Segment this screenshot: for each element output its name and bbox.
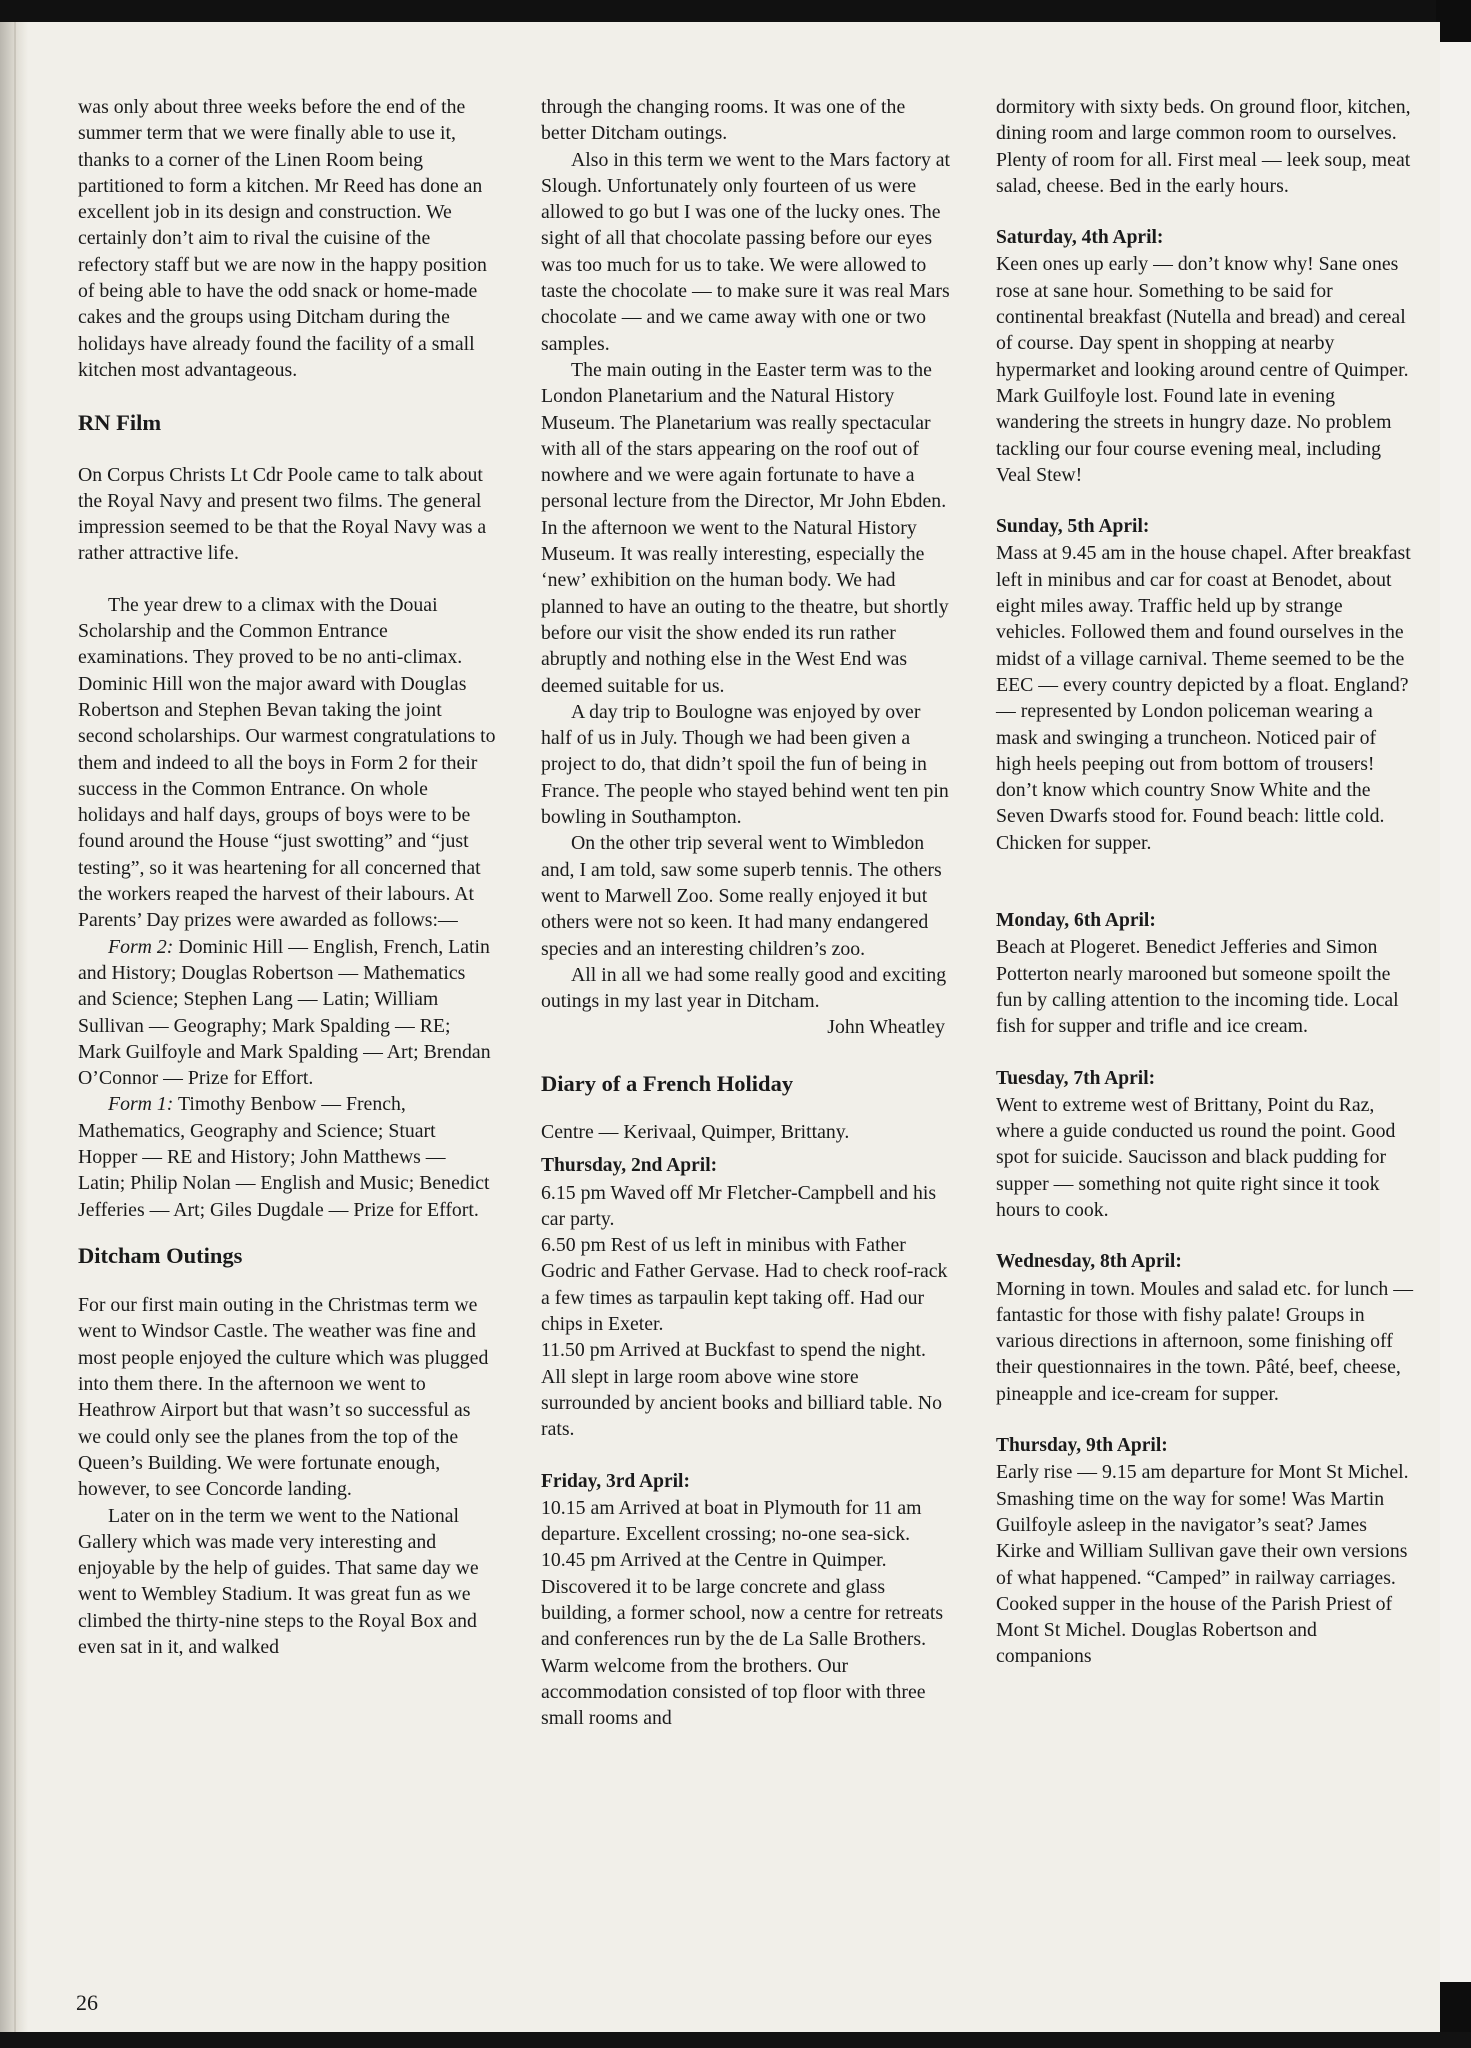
- paragraph: Later on in the term we went to the National Gallery which was made very interesting and enjoyable by the help of guides. That same day we went to Wembley Stadium. It was great fun as we climbed the thirty-nine steps to the Royal Box and even sat in it, and walked: [78, 1504, 479, 1659]
- diary-entry: Mass at 9.45 am in the house chapel. After breakfast left in minibus and car for coast at Benodet, about eight miles away. Traffic held up by strange vehicles. Followed them and found ourselves in the midst of a village carnival. Theme seemed to be the EEC — every country depicted by a float. England? — represented by London policeman wearing a mask and swinging a truncheon. Noticed pair of high heels peeping out from bottom of trousers! don’t know which country Snow White and the Seven Dwarfs stood for. Found beach: little cold. Chicken for supper.: [996, 542, 1411, 854]
- diary-entry: dormitory with sixty beds. On ground floor, kitchen, dining room and large common room to ourselves. Plenty of room for all. First meal — leek soup, meat salad, cheese. Bed in the early hours.: [996, 96, 1411, 197]
- diary-date-heading: Monday, 6th April:: [996, 910, 1156, 932]
- author-signature: John Wheatley: [827, 1016, 945, 1039]
- paragraph: A day trip to Boulogne was enjoyed by over half of us in July. Though we had been given a project to do, that didn’t spoil the fun of being in France. The people who stayed behind went ten pin bowling in Southampton.: [541, 700, 949, 829]
- paragraph: The main outing in the Easter term was to the London Planetarium and the Natural History Museum. The Planetarium was really spectacular with all of the stars appearing on the roof out of nowhere and we were again fortunate to have a personal lecture from the Director, Mr John Ebden. In the afternoon we went to the Natural History Museum. It was really interesting, especially the ‘new’ exhibition on the human body. We had planned to have an outing to the theatre, but shortly before our visit the show ended its run rather abruptly and nothing else in the West End was deemed suitable for us.: [541, 358, 949, 697]
- diary-entry: 10.45 pm Arrived at the Centre in Quimper. Discovered it to be large concrete and glass building, a former school, now a centre for retreats and conferences run by the de La Salle Brothers. Warm welcome from the brothers. Our accommodation consisted of top floor with three small rooms and: [541, 1549, 944, 1730]
- diary-entry: 11.50 pm Arrived at Buckfast to spend the night. All slept in large room above wine store surrounded by ancient books and billiard table. No rats.: [541, 1339, 943, 1441]
- diary-date-heading: Saturday, 4th April:: [996, 227, 1164, 249]
- column-1: [78, 94, 496, 1660]
- diary-entry: Went to extreme west of Brittany, Point du Raz, where a guide conducted us round the point. Good spot for suicide. Saucisson and black pudding for supper — something not quite right since it took hours to cook.: [996, 1093, 1396, 1221]
- diary-entry: 6.15 pm Waved off Mr Fletcher-Campbell and his car party.: [541, 1181, 937, 1230]
- form-label: Form 2:: [108, 935, 174, 958]
- column-3: [996, 94, 1414, 1670]
- diary-entry: Morning in town. Moules and salad etc. for lunch — fantastic for those with fishy palate! Groups in various directions in afternoon, some finishing off their questionnaires in the town. Pâté, beef, cheese, pineapple and ice-cream for supper.: [996, 1277, 1413, 1405]
- diary-entry: Early rise — 9.15 am departure for Mont St Michel. Smashing time on the way for some! Was Martin Guilfoyle asleep in the navigator’s seat? James Kirke and William Sullivan gave their own versions of what happened. “Camped” in railway carriages. Cooked supper in the house of the Parish Priest of Mont St Michel. Douglas Robertson and companions: [996, 1461, 1409, 1668]
- paragraph: On Corpus Christs Lt Cdr Poole came to talk about the Royal Navy and present two films. The general impression seemed to be that the Royal Navy was a rather attractive life.: [78, 463, 487, 565]
- section-heading-ditcham-outings: Ditcham Outings: [78, 1242, 243, 1268]
- paragraph: through the changing rooms. It was one of the better Ditcham outings.: [541, 96, 906, 145]
- paragraph: The year drew to a climax with the Douai Scholarship and the Common Entrance examinations. They proved to be no anti-climax. Dominic Hill won the major award with Douglas Robertson and Stephen Bevan taking the joint second scholarships. Our warmest congratulations to them and indeed to all the boys in Form 2 for their success in the Common Entrance. On whole holidays and half days, groups of boys were to be found around the House “just swotting” and “just testing”, so it was heartening for all concerned that the workers reaped the harvest of their labours. At Parents’ Day prizes were awarded as follows:—: [78, 593, 496, 932]
- diary-date-heading: Tuesday, 7th April:: [996, 1067, 1156, 1089]
- diary-entry: Keen ones up early — don’t know why! Sane ones rose at sane hour. Something to be said for continental breakfast (Nutella and bread) and cereal of course. Day spent in shopping at nearby hypermarket and looking around centre of Quimper. Mark Guilfoyle lost. Found late in evening wandering the streets in hungry daze. No problem tackling our four course evening meal, including Veal Stew!: [996, 253, 1409, 486]
- column-2: [541, 94, 951, 1732]
- diary-entry: 6.50 pm Rest of us left in minibus with Father Godric and Father Gervase. Had to check roof-rack a few times as tarpaulin kept taking off. Had our chips in Exeter.: [541, 1234, 948, 1336]
- paragraph: Also in this term we went to the Mars factory at Slough. Unfortunately only fourteen of us were allowed to go but I was one of the lucky ones. The sight of all that chocolate passing before our eyes was too much for us to take. We were allowed to taste the chocolate — to make sure it was real Mars chocolate — and we came away with one or two samples.: [541, 148, 951, 355]
- diary-date-heading: Thursday, 2nd April:: [541, 1155, 718, 1177]
- diary-entry: Beach at Plogeret. Benedict Jefferies and Simon Potterton nearly marooned but someone spoilt the fun by calling attention to the incoming tide. Local fish for supper and trifle and ice cream.: [996, 936, 1399, 1038]
- prize-text: Dominic Hill — English, French, Latin and History; Douglas Robertson — Mathematics and Science; Stephen Lang — Latin; William Sullivan — Geography; Mark Spalding — RE; Mark Guilfoyle and Mark Spalding — Art; Brendan O’Connor — Prize for Effort.: [78, 935, 491, 1090]
- diary-date-heading: Friday, 3rd April:: [541, 1470, 690, 1492]
- facing-page-edge: [1440, 42, 1471, 1982]
- section-heading-diary: Diary of a French Holiday: [541, 1070, 794, 1096]
- scan-border-bottom: [0, 2032, 1471, 2048]
- paragraph: was only about three weeks before the end of the summer term that we were finally able to use it, thanks to a corner of the Linen Room being partitioned to form a kitchen. Mr Reed has done an excellent job in its design and construction. We certainly don’t aim to rival the cuisine of the refectory staff but we are now in the happy position of being able to have the odd snack or home-made cakes and the groups using Ditcham during the holidays have already found the facility of a small kitchen most advantageous.: [78, 96, 487, 381]
- page-number: 26: [76, 1990, 98, 2015]
- prize-list-form-1: [78, 1091, 496, 1222]
- diary-location: Centre — Kerivaal, Quimper, Brittany.: [541, 1120, 850, 1143]
- paragraph: On the other trip several went to Wimbledon and, I am told, saw some superb tennis. The others went to Marwell Zoo. Some really enjoyed it but others were not so keen. It had many endangered species and an interesting children’s zoo.: [541, 832, 942, 960]
- section-heading-rn-film: RN Film: [78, 410, 162, 436]
- spine-edge: [14, 22, 16, 2032]
- paragraph: For our first main outing in the Christmas term we went to Windsor Castle. The weather was fine and most people enjoyed the culture which was plugged into them there. In the afternoon we went to Heathrow Airport but that wasn’t so successful as we could only see the planes from the top of the Queen’s Building. We were fortunate enough, however, to see Concorde landing.: [78, 1294, 489, 1501]
- form-label: Form 1:: [108, 1093, 174, 1116]
- prize-list-form-2: [78, 934, 496, 1092]
- diary-date-heading: Sunday, 5th April:: [996, 516, 1150, 538]
- diary-date-heading: Wednesday, 8th April:: [996, 1251, 1182, 1273]
- diary-date-heading: Thursday, 9th April:: [996, 1435, 1168, 1457]
- prize-text: Timothy Benbow — French, Mathematics, Geography and Science; Stuart Hopper — RE and History; John Matthews — Latin; Philip Nolan — English and Music; Benedict Jefferies — Art; Giles Dugdale — Prize for Effort.: [78, 1093, 490, 1221]
- paragraph: All in all we had some really good and exciting outings in my last year in Ditcham.: [541, 963, 947, 1013]
- diary-entry: 10.15 am Arrived at boat in Plymouth for 11 am departure. Excellent crossing; no-one sea-sick.: [541, 1496, 922, 1546]
